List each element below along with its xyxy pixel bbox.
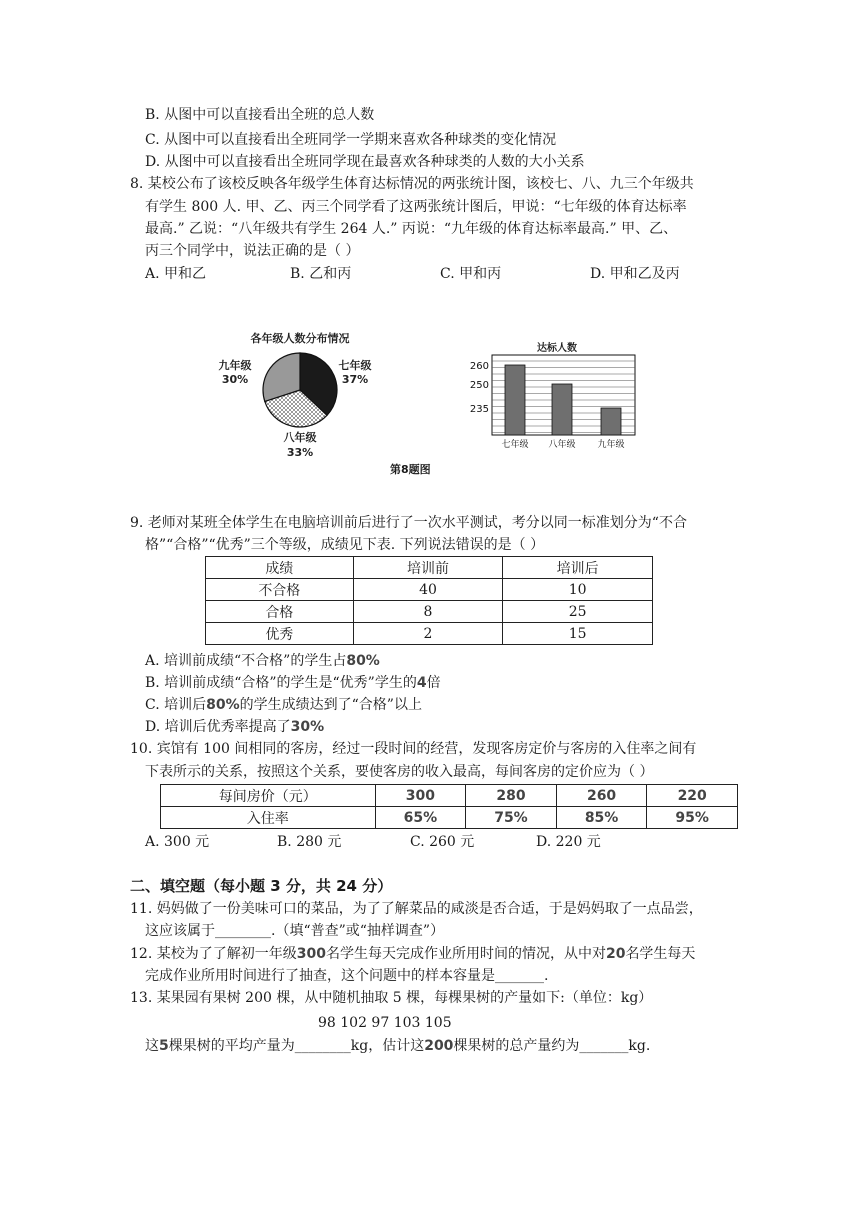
figure-caption: 第8题图 <box>390 463 431 476</box>
pie-value-label: 37% <box>341 373 369 386</box>
q9-option-c-tail: 的学生成绩达到了“合格”以上 <box>239 697 422 713</box>
q8-option-b: B. 乙和丙 <box>290 266 352 282</box>
bar-y-tick-label: 250 <box>469 380 489 391</box>
q9-option-d <box>145 717 324 737</box>
q10-option-d: D. 220 元 <box>536 834 601 850</box>
bar-chart-title: 达标人数 <box>537 343 577 354</box>
q9-line-2: 格”“合格”“优秀”三个等级，成绩见下表. 下列说法错误的是（ ） <box>145 537 545 553</box>
table-cell: 260 <box>556 785 647 807</box>
bar-chart <box>465 338 640 453</box>
q10-option-c: C. 260 元 <box>410 834 475 850</box>
table-cell: 不合格 <box>206 579 354 601</box>
q9-option-c-text: C. 培训后 <box>145 697 207 713</box>
q13-text: 棵果树的平均产量为________kg，估计这 <box>168 1038 425 1054</box>
q13-number: 5 <box>159 1038 169 1054</box>
bar-y-tick-label: 260 <box>469 361 489 372</box>
table-cell: 65% <box>375 807 466 829</box>
q13-text: 棵果树的总产量约为_______kg. <box>453 1038 651 1054</box>
q9-option-c <box>145 695 422 715</box>
table-cell: 2 <box>353 623 503 645</box>
q7-option-c: C. 从图中可以直接看出全班同学一学期来喜欢各种球类的变化情况 <box>145 132 557 148</box>
q13-line-1: 13. 某果园有果树 200 棵，从中随机抽取 5 棵，每棵果树的产量如下:（单位：kg） <box>130 990 653 1006</box>
table-cell: 75% <box>466 807 557 829</box>
section-heading: 二、填空题（每小题 3 分，共 24 分） <box>130 877 393 895</box>
table-row <box>206 601 653 623</box>
bar-y-tick-label: 235 <box>469 404 489 415</box>
q8-line-4: 丙三个同学中，说法正确的是（ ） <box>145 243 360 259</box>
q13-text: 这 <box>145 1038 159 1054</box>
q9-option-b-text: B. 培训前成绩“合格”的学生是“优秀”学生的 <box>145 675 417 691</box>
q10-line-1: 10. 宾馆有 100 间相同的客房，经过一段时间的经营，发现客房定价与客房的入住率之间有 <box>130 741 697 757</box>
pie-value-label: 33% <box>286 446 314 459</box>
table-header-cell: 成绩 <box>206 557 354 579</box>
q10-price-table <box>160 784 738 829</box>
q10-line-2: 下表所示的关系，按照这个关系，要使客房的收入最高，每间客房的定价应为（ ） <box>145 764 654 780</box>
pie-category-label: 八年级 <box>283 431 317 444</box>
q9-option-d-text: D. 培训后优秀率提高了 <box>145 719 291 735</box>
q9-option-a-text: A. 培训前成绩“不合格”的学生占 <box>145 653 347 669</box>
table-cell: 220 <box>647 785 738 807</box>
bar-category-label: 九年级 <box>597 440 625 450</box>
q9-option-d-number: 30% <box>290 719 325 735</box>
q9-score-table <box>205 556 653 645</box>
table-cell: 280 <box>466 785 557 807</box>
bar-category-label: 八年级 <box>548 440 576 450</box>
table-cell: 85% <box>556 807 647 829</box>
table-cell: 合格 <box>206 601 354 623</box>
pie-value-label: 30% <box>221 373 249 386</box>
table-row-label: 入住率 <box>161 807 376 829</box>
table-row <box>206 557 653 579</box>
table-cell: 25 <box>503 601 653 623</box>
q9-option-c-number: 80% <box>206 697 240 713</box>
q7-option-b: B. 从图中可以直接看出全班的总人数 <box>145 107 375 123</box>
q8-option-d: D. 甲和乙及丙 <box>590 266 680 282</box>
q12-line-1 <box>130 944 695 964</box>
q8-line-3: 最高.” 乙说：“八年级共有学生 264 人.” 丙说：“九年级的体育达标率最高.” 甲、乙、 <box>145 221 678 237</box>
q9-option-a <box>145 651 380 671</box>
table-row <box>161 785 738 807</box>
q12-text: 名学生每天完成作业所用时间的情况，从中对 <box>325 946 606 962</box>
bar <box>601 408 621 435</box>
q8-line-2: 有学生 800 人. 甲、乙、丙三个同学看了这两张统计图后，甲说：“七年级的体育达标率 <box>145 199 687 215</box>
q10-option-b: B. 280 元 <box>277 834 342 850</box>
table-cell: 300 <box>375 785 466 807</box>
q11-line-1: 11. 妈妈做了一份美味可口的菜品，为了了解菜品的咸淡是否合适，于是妈妈取了一点品尝， <box>130 901 703 917</box>
table-cell: 8 <box>353 601 503 623</box>
table-cell: 15 <box>503 623 653 645</box>
table-row <box>206 579 653 601</box>
pie-category-label: 九年级 <box>218 359 252 372</box>
q12-line-2: 完成作业所用时间进行了抽查，这个问题中的样本容量是_______. <box>145 968 549 984</box>
q13-number: 200 <box>424 1038 454 1054</box>
table-cell: 40 <box>353 579 503 601</box>
pie-chart <box>205 325 395 465</box>
table-cell: 优秀 <box>206 623 354 645</box>
q9-option-b-tail: 倍 <box>426 675 441 691</box>
q11-line-2: 这应该属于________.（填“普查”或“抽样调查”） <box>145 923 445 939</box>
pie-category-label: 七年级 <box>338 359 372 372</box>
q12-number: 20 <box>605 946 626 962</box>
table-row <box>206 623 653 645</box>
q9-line-1: 9. 老师对某班全体学生在电脑培训前后进行了一次水平测试，考分以同一标准划分为“不合 <box>130 515 687 531</box>
table-row <box>161 807 738 829</box>
q8-line-1: 8. 某校公布了该校反映各年级学生体育达标情况的两张统计图，该校七、八、九三个年级共 <box>130 176 694 192</box>
table-header-cell: 培训后 <box>503 557 653 579</box>
q10-option-a: A. 300 元 <box>145 834 210 850</box>
q12-text: 名学生每天 <box>625 946 696 962</box>
table-row-label: 每间房价（元） <box>161 785 376 807</box>
table-cell: 10 <box>503 579 653 601</box>
q13-line-3 <box>145 1036 650 1056</box>
q9-option-a-number: 80% <box>346 653 380 669</box>
q8-option-c: C. 甲和丙 <box>440 266 502 282</box>
q13-data-values: 98 102 97 103 105 <box>318 1015 452 1031</box>
table-header-cell: 培训前 <box>353 557 503 579</box>
q12-text: 12. 某校为了了解初一年级 <box>130 946 297 962</box>
q9-option-b <box>145 673 441 693</box>
pie-chart-title: 各年级人数分布情况 <box>250 332 350 345</box>
q8-option-a: A. 甲和乙 <box>145 266 207 282</box>
table-cell: 95% <box>647 807 738 829</box>
q9-option-b-number: 4 <box>416 675 427 691</box>
bar <box>552 384 572 435</box>
q12-number: 300 <box>296 946 326 962</box>
bar <box>505 365 525 435</box>
q7-option-d: D. 从图中可以直接看出全班同学现在最喜欢各种球类的人数的大小关系 <box>145 154 585 170</box>
bar-category-label: 七年级 <box>501 440 529 450</box>
